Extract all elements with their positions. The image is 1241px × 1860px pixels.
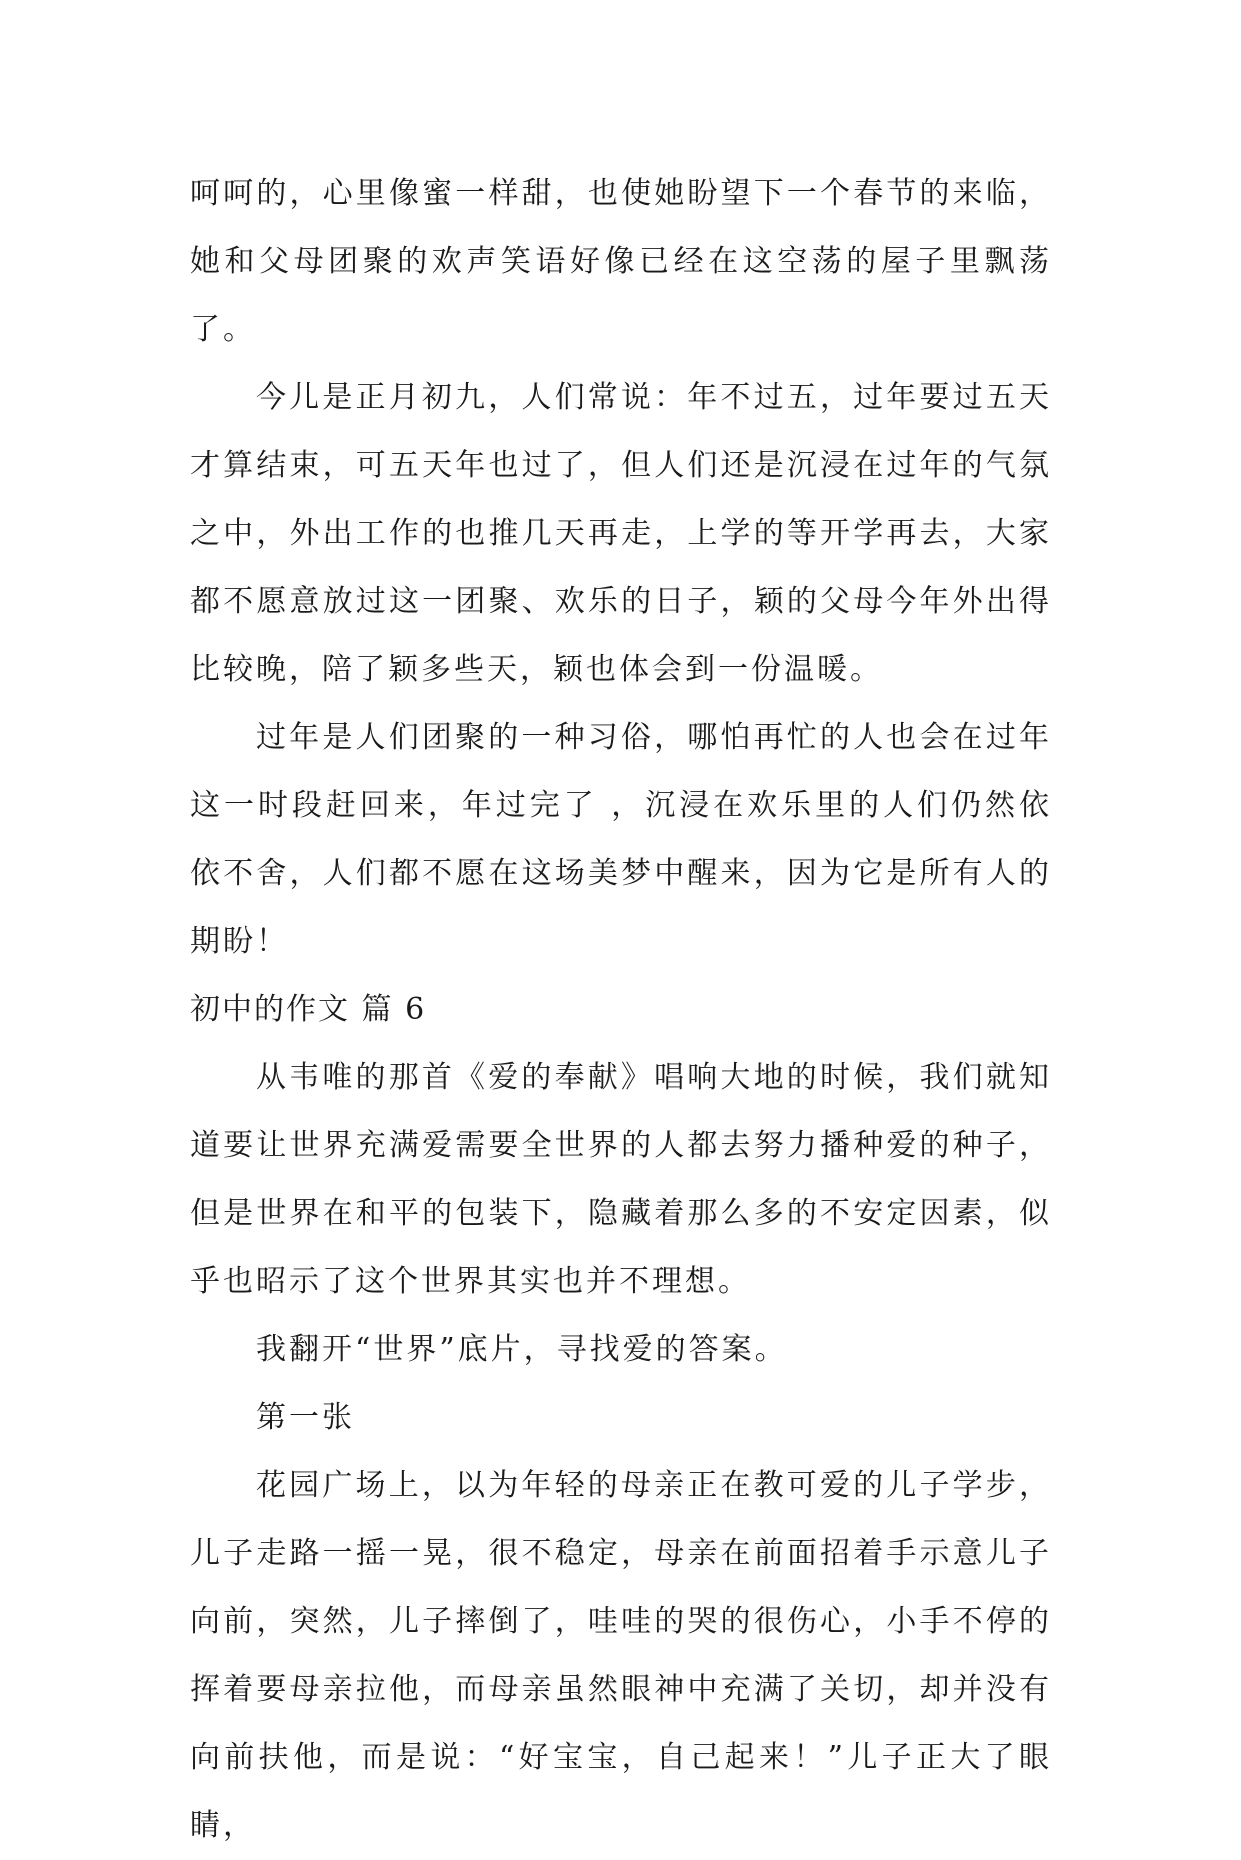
document-body	[190, 160, 1052, 1860]
paragraph-new-year-custom: 过年是人们团聚的一种习俗，哪怕再忙的人也会在过年这一时段赶回来，年过完了 ，沉浸在欢乐里的人们仍然依依不舍，人们都不愿在这场美梦中醒来，因为它是所有人的期盼！	[190, 720, 1052, 959]
section-heading: 初中的作文 篇 6	[190, 992, 427, 1027]
paragraph-love-dedication: 从韦唯的那首《爱的奉献》唱响大地的时候，我们就知道要让世界充满爱需要全世界的人都去努力播种爱的种子，但是世界在和平的包装下，隐藏着那么多的不安定因素，似乎也昭示了这个世界其实也并不理想。	[190, 1060, 1052, 1299]
paragraph-world-negative: 我翻开“世界”底片，寻找爱的答案。	[256, 1332, 788, 1367]
paragraph-new-year-ninth-day: 今儿是正月初九，人们常说：年不过五，过年要过五天才算结束，可五天年也过了，但人们还是沉浸在过年的气氛之中，外出工作的也推几天再走，上学的等开学再去，大家都不愿意放过这一团聚、欢乐的日子，颖的父母今年外出得比较晚，陪了颖多些天，颖也体会到一份温暖。	[190, 380, 1052, 687]
paragraph-garden-square: 花园广场上，以为年轻的母亲正在教可爱的儿子学步，儿子走路一摇一晃，很不稳定，母亲在前面招着手示意儿子向前，突然，儿子摔倒了，哇哇的哭的很伤心，小手不停的挥着要母亲拉他，而母亲虽然眼神中充满了关切，却并没有向前扶他，而是说：“好宝宝，自己起来！”儿子正大了眼睛，	[190, 1468, 1052, 1843]
paragraph-first-photo-label: 第一张	[256, 1400, 355, 1435]
paragraph-continuation: 呵呵的，心里像蜜一样甜，也使她盼望下一个春节的来临，她和父母团聚的欢声笑语好像已经在这空荡的屋子里飘荡了。	[190, 176, 1052, 347]
